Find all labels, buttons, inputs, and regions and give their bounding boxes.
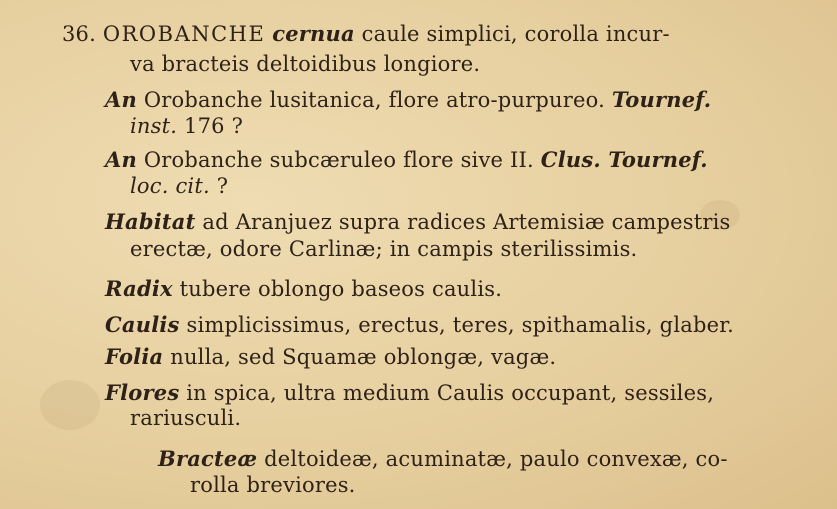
synonym-1-ref	[130, 114, 243, 138]
synonym-author: Tournef.	[611, 87, 712, 112]
caulis-line	[105, 313, 734, 337]
synonym-an: An	[105, 87, 137, 112]
genus-name: OROBANCHE	[102, 22, 266, 46]
radix-line	[105, 277, 502, 301]
entry-number: 36.	[62, 22, 96, 46]
habitat-text: ad Aranjuez supra radices Artemisiæ campestris	[202, 210, 731, 234]
description-label: Caulis	[105, 312, 180, 337]
species-name: cernua	[272, 21, 355, 46]
description-label: Folia	[105, 344, 164, 369]
bracteae-line-2: rolla breviores.	[190, 473, 356, 497]
bracteae-line-1	[158, 447, 728, 471]
synonym-an: An	[105, 147, 137, 172]
description-label: Radix	[105, 276, 173, 301]
diagnosis-line-2: va bracteis deltoidibus longiore.	[130, 52, 481, 76]
synonym-2-ref	[130, 174, 228, 198]
description-text: deltoideæ, acuminatæ, paulo convexæ, co-	[264, 447, 728, 471]
description-text: simplicissimus, erectus, teres, spithamalis, glaber.	[186, 313, 735, 337]
flores-line-2: rariusculi.	[130, 406, 242, 430]
synonym-2	[105, 148, 708, 172]
description-label: Flores	[105, 380, 180, 405]
synonym-ref-rest: 176 ?	[184, 114, 244, 138]
entry-header	[62, 22, 670, 46]
synonym-text: Orobanche lusitanica, flore atro-purpureo.	[143, 88, 605, 112]
synonym-author: Clus. Tournef.	[540, 147, 708, 172]
paper-stain	[40, 380, 100, 430]
diagnosis-line-1: caule simplici, corolla incur-	[361, 22, 670, 46]
description-text: in spica, ultra medium Caulis occupant, sessiles,	[186, 381, 715, 405]
habitat-line-1	[105, 210, 730, 234]
synonym-ref: inst.	[130, 114, 178, 138]
description-text: nulla, sed Squamæ oblongæ, vagæ.	[170, 345, 557, 369]
description-text: tubere oblongo baseos caulis.	[179, 277, 503, 301]
habitat-label: Habitat	[105, 209, 196, 234]
folia-line	[105, 345, 556, 369]
synonym-text: Orobanche subcæruleo flore sive II.	[143, 148, 534, 172]
description-label: Bracteæ	[158, 446, 258, 471]
synonym-ref: loc. cit.	[130, 174, 210, 198]
flores-line-1	[105, 381, 714, 405]
habitat-line-2: erectæ, odore Carlinæ; in campis sterilissimis.	[130, 237, 638, 261]
synonym-ref-rest: ?	[216, 174, 229, 198]
synonym-1	[105, 88, 711, 112]
